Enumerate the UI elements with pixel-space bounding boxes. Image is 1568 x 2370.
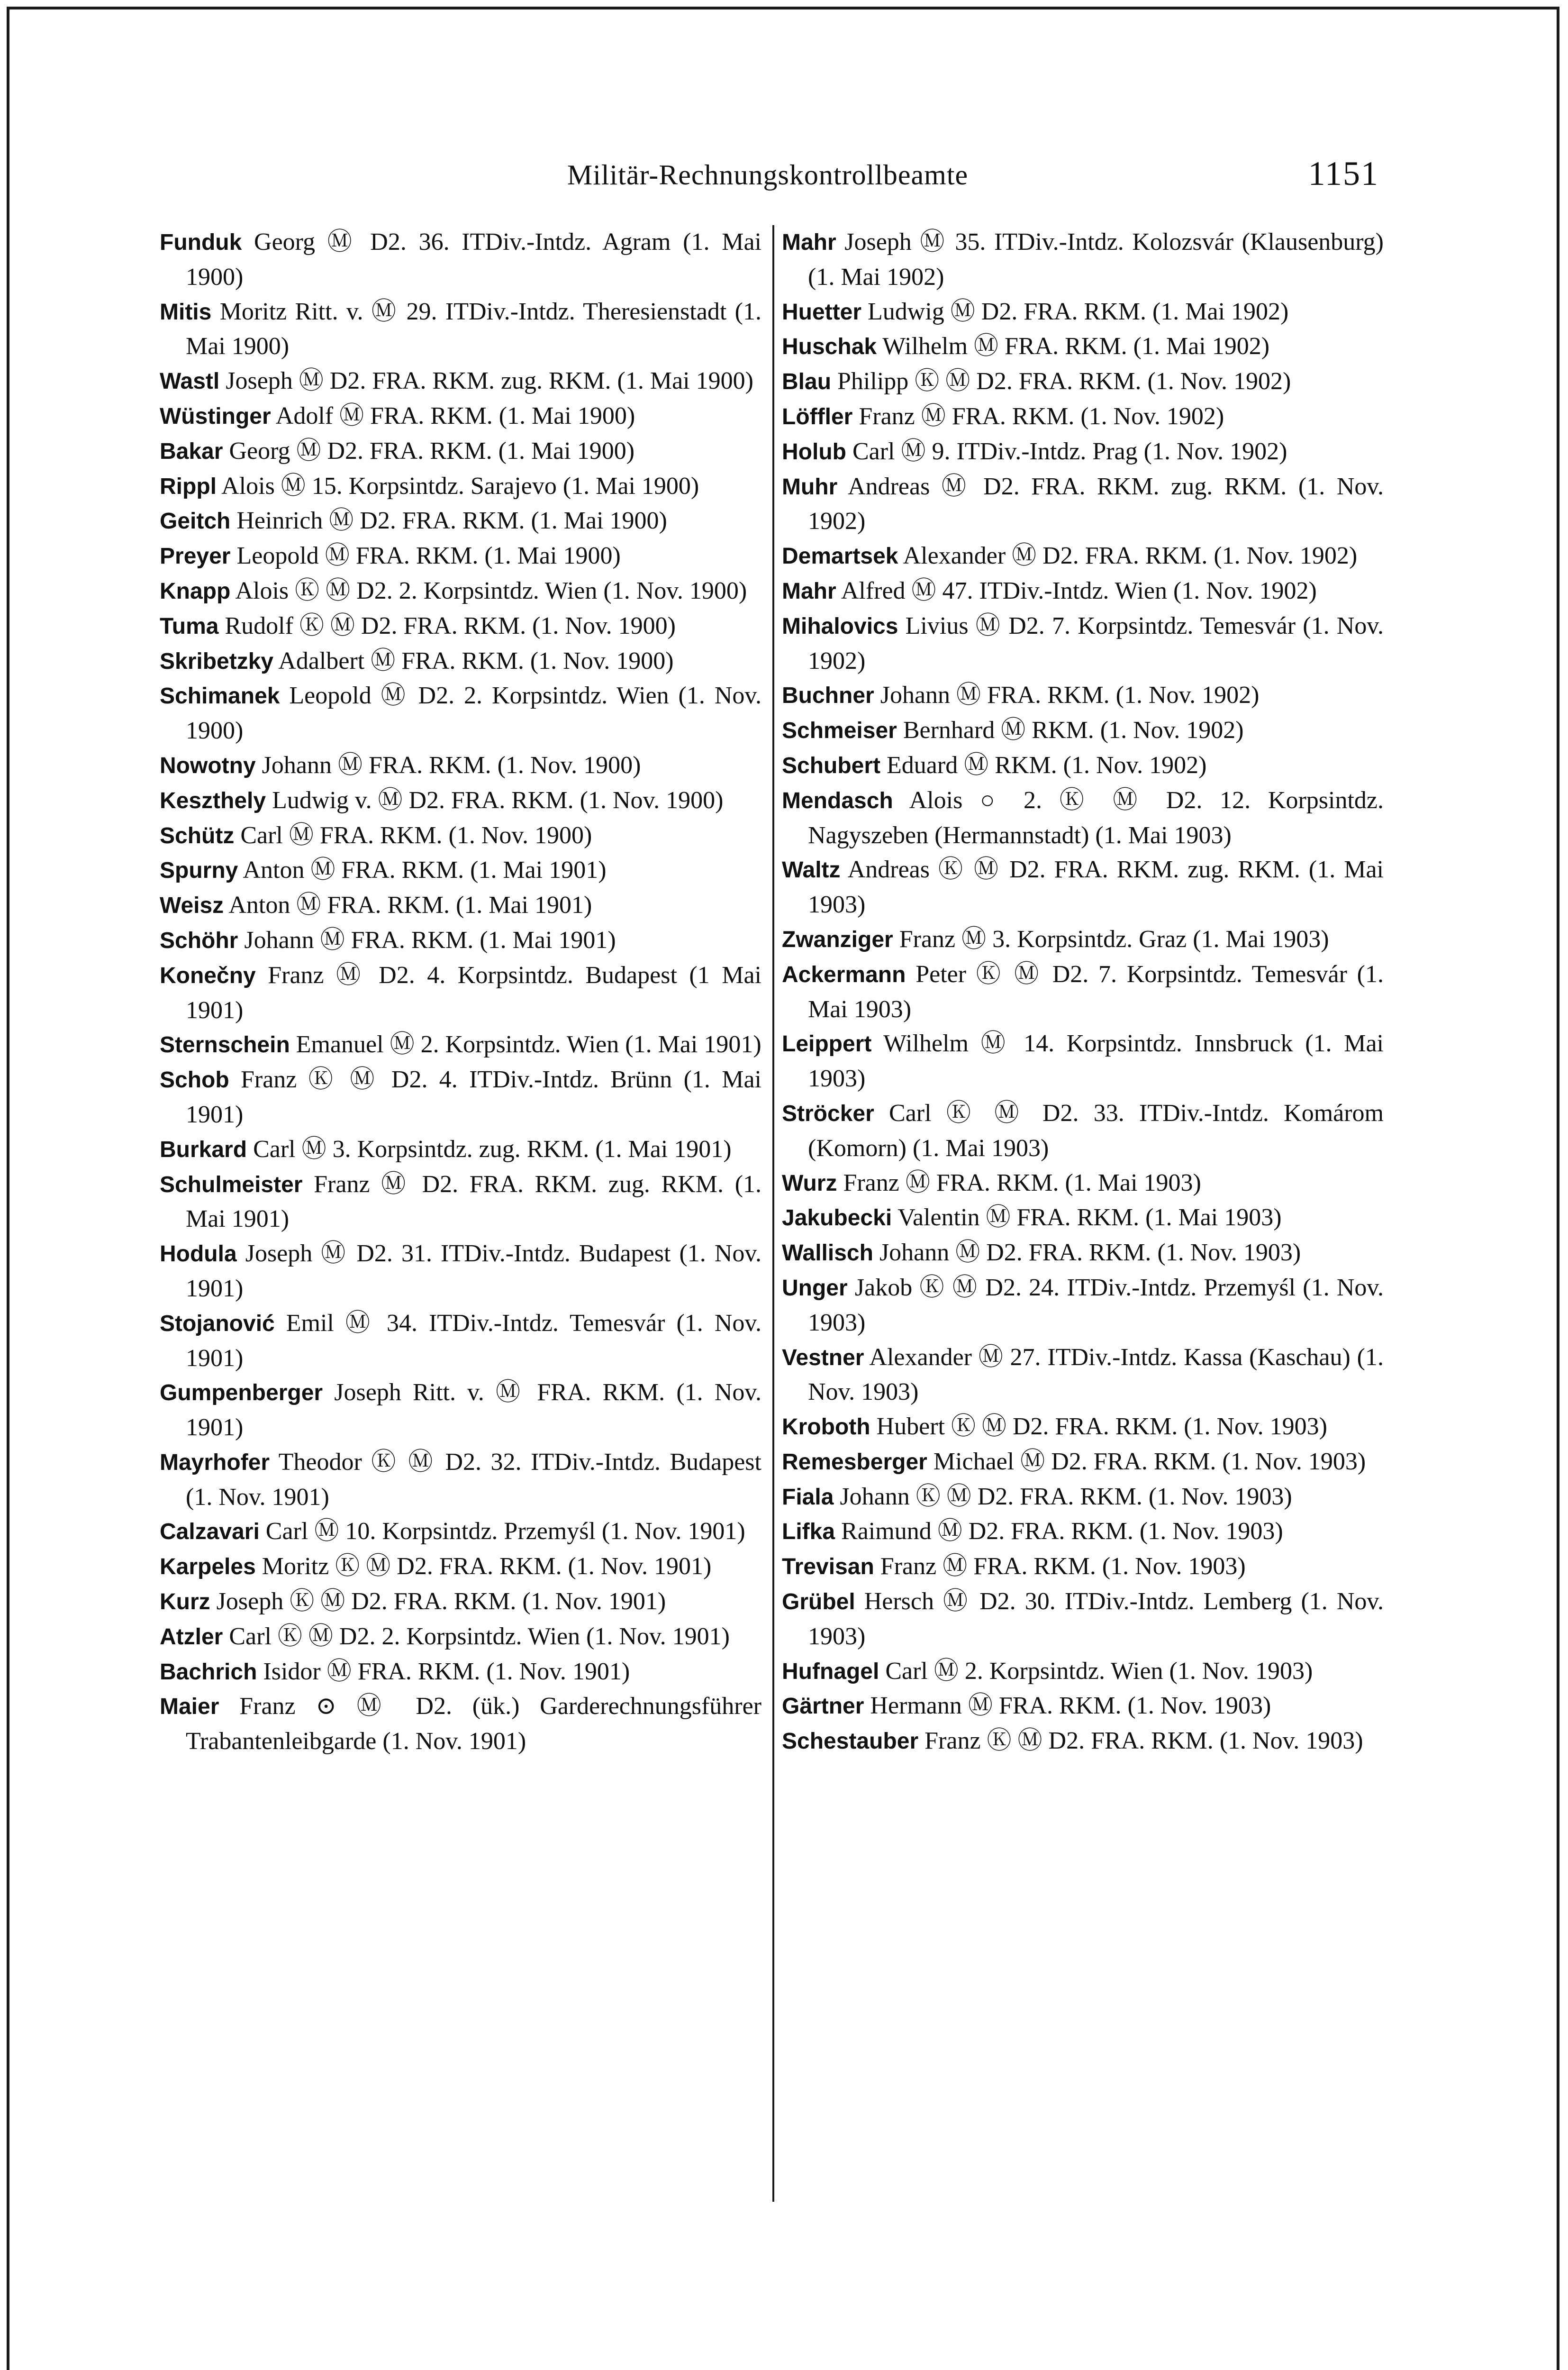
entry-details: Franz Ⓜ 3. Korpsintdz. Graz (1. Mai 1903) [899,925,1329,953]
surname: Bakar [160,438,223,464]
entry-details: Joseph Ritt. v. Ⓜ FRA. RKM. (1. Nov. 1901) [186,1379,762,1441]
surname: Mayrhofer [160,1449,270,1475]
list-item [160,1132,761,1167]
entry-details: Carl Ⓜ FRA. RKM. (1. Nov. 1900) [240,821,592,849]
entry-details: Carl Ⓚ Ⓜ D2. 2. Korpsintdz. Wien (1. Nov. 1901) [229,1623,730,1650]
list-item [782,574,1384,609]
entry-details: Moritz Ritt. v. Ⓜ 29. ITDiv.-Intdz. Theresienstadt (1. Mai 1900) [186,298,761,360]
surname: Preyer [160,544,231,569]
list-item [160,295,761,365]
entry-details: Jakob Ⓚ Ⓜ D2. 24. ITDiv.-Intdz. Przemyśl (1. Nov. 1903) [808,1274,1384,1336]
entry-details: Anton Ⓜ FRA. RKM. (1. Mai 1901) [228,892,592,919]
list-item [160,1655,761,1690]
surname: Gumpenberger [160,1380,323,1406]
surname: Jakubecki [782,1205,892,1231]
running-title: Militär-Rechnungskontrollbeamte [567,159,969,191]
surname: Schob [160,1067,229,1093]
list-item [160,888,761,923]
list-item [160,399,761,434]
list-item [160,1514,761,1550]
list-item [782,1271,1384,1340]
list-item [160,574,761,609]
surname: Ackermann [782,962,906,987]
surname: Mitis [160,299,212,325]
entry-details: Adolf Ⓜ FRA. RKM. (1. Mai 1900) [275,402,635,429]
list-item [782,713,1384,748]
entry-details: Theodor Ⓚ Ⓜ D2. 32. ITDiv.-Intdz. Budapest (1. Nov. 1901) [186,1448,761,1511]
surname: Remesberger [782,1449,927,1475]
list-item [782,225,1384,295]
entry-details: Isidor Ⓜ FRA. RKM. (1. Nov. 1901) [263,1658,630,1685]
list-item [782,329,1384,365]
surname: Muhr [782,474,838,500]
surname: Bachrich [160,1659,257,1685]
surname: Unger [782,1275,848,1301]
entry-details: Johann Ⓚ Ⓜ D2. FRA. RKM. (1. Nov. 1903) [840,1483,1292,1510]
entry-details: Bernhard Ⓜ RKM. (1. Nov. 1902) [903,717,1244,744]
list-item [782,678,1384,713]
entry-details: Hermann Ⓜ FRA. RKM. (1. Nov. 1903) [870,1692,1271,1720]
entry-details: Leopold Ⓜ FRA. RKM. (1. Mai 1900) [236,542,621,570]
list-item [160,1063,761,1132]
entry-details: Franz Ⓜ FRA. RKM. (1. Nov. 1902) [859,402,1224,430]
list-item [782,1689,1384,1724]
surname: Buchner [782,683,874,709]
list-item [160,1237,761,1306]
entry-details: Johann Ⓜ FRA. RKM. (1. Nov. 1900) [262,751,641,779]
list-item [782,1445,1384,1480]
surname: Leippert [782,1031,872,1057]
entry-details: Carl Ⓜ 10. Korpsintdz. Przemyśl (1. Nov. 1901) [265,1518,745,1545]
entry-details: Hersch Ⓜ D2. 30. ITDiv.-Intdz. Lemberg (1. Nov. 1903) [808,1588,1384,1650]
entry-details: Alois ○ 2. Ⓚ Ⓜ D2. 12. Korpsintdz. Nagyszeben (Hermannstadt) (1. Mai 1903) [808,786,1384,849]
entry-details: Carl Ⓜ 2. Korpsintdz. Wien (1. Nov. 1903) [885,1657,1313,1685]
surname: Blau [782,369,832,395]
list-item [160,1620,761,1655]
surname: Ströcker [782,1101,874,1126]
list-item [782,470,1384,539]
list-item [160,609,761,644]
list-item [160,958,761,1028]
list-item [782,853,1384,922]
entry-details: Georg Ⓜ D2. 36. ITDiv.-Intdz. Agram (1. Mai 1900) [186,228,761,291]
entry-details: Johann Ⓜ D2. FRA. RKM. (1. Nov. 1903) [879,1239,1301,1267]
list-item [160,1306,761,1376]
entry-details: Raimund Ⓜ D2. FRA. RKM. (1. Nov. 1903) [841,1518,1283,1545]
list-item [782,609,1384,679]
surname: Schulmeister [160,1172,303,1197]
surname: Sternschein [160,1032,290,1058]
entry-details: Valentin Ⓜ FRA. RKM. (1. Mai 1903) [897,1204,1282,1231]
list-item [782,435,1384,470]
surname: Atzler [160,1624,223,1650]
entry-details: Ludwig v. Ⓜ D2. FRA. RKM. (1. Nov. 1900) [272,786,724,814]
list-item [782,748,1384,784]
surname: Wallisch [782,1240,873,1266]
list-item [160,1376,761,1445]
surname: Holub [782,439,846,465]
surname: Schimanek [160,684,280,709]
page-number: 1151 [1308,155,1379,192]
entry-details: Rudolf Ⓚ Ⓜ D2. FRA. RKM. (1. Nov. 1900) [225,612,676,639]
entry-details: Johann Ⓜ FRA. RKM. (1. Nov. 1902) [880,682,1260,709]
list-item [782,1027,1384,1096]
right-column [782,225,1384,1759]
list-item [782,1410,1384,1445]
list-item [782,400,1384,435]
entry-details: Georg Ⓜ D2. FRA. RKM. (1. Mai 1900) [229,437,635,465]
surname: Burkard [160,1137,247,1162]
surname: Schütz [160,823,235,848]
entry-details: Alois Ⓚ Ⓜ D2. 2. Korpsintdz. Wien (1. Nov. 1900) [235,577,747,604]
entry-details: Joseph Ⓜ D2. FRA. RKM. zug. RKM. (1. Mai 1900) [226,367,753,395]
surname: Weisz [160,893,224,919]
surname: Geitch [160,509,231,534]
list-item [160,364,761,399]
list-item [782,295,1384,330]
list-item [160,434,761,469]
surname: Karpeles [160,1554,256,1580]
surname: Demartsek [782,544,898,569]
entry-details: Franz Ⓜ FRA. RKM. (1. Mai 1903) [843,1169,1201,1196]
entry-details: Franz Ⓚ Ⓜ D2. 4. ITDiv.-Intdz. Brünn (1. Mai 1901) [186,1066,761,1128]
surname: Wurz [782,1170,837,1196]
entry-details: Andreas Ⓚ Ⓜ D2. FRA. RKM. zug. RKM. (1. Mai 1903) [808,856,1384,919]
surname: Maier [160,1694,219,1720]
list-item [160,923,761,958]
list-item [782,1654,1384,1689]
list-item [160,784,761,819]
surname: Konečny [160,963,256,988]
list-item [160,1028,761,1063]
list-item [160,1167,761,1237]
entry-details: Carl Ⓜ 3. Korpsintdz. zug. RKM. (1. Mai 1901) [253,1135,732,1163]
list-item [782,1514,1384,1550]
surname: Rippl [160,474,217,499]
entry-details: Carl Ⓚ Ⓜ D2. 33. ITDiv.-Intdz. Komárom (Komorn) (1. Mai 1903) [808,1099,1384,1162]
entry-details: Wilhelm Ⓜ FRA. RKM. (1. Mai 1902) [882,333,1270,360]
list-item [782,957,1384,1027]
surname: Keszthely [160,788,266,813]
entry-details: Alois Ⓜ 15. Korpsintdz. Sarajevo (1. Mai 1900) [221,472,699,500]
surname: Spurny [160,858,238,884]
left-column [160,225,761,1759]
entry-details: Michael Ⓜ D2. FRA. RKM. (1. Nov. 1903) [933,1448,1366,1475]
entry-details: Alexander Ⓜ 27. ITDiv.-Intdz. Kassa (Kaschau) (1. Nov. 1903) [808,1343,1384,1406]
list-item [782,365,1384,400]
list-item [782,1236,1384,1271]
surname: Huetter [782,299,862,325]
surname: Schubert [782,753,881,778]
entry-details: Carl Ⓜ 9. ITDiv.-Intdz. Prag (1. Nov. 1902) [852,438,1287,465]
entry-details: Wilhelm Ⓜ 14. Korpsintdz. Innsbruck (1. Mai 1903) [808,1030,1384,1093]
surname: Gärtner [782,1694,864,1719]
list-item [160,1445,761,1515]
entry-details: Leopold Ⓜ D2. 2. Korpsintdz. Wien (1. Nov. 1900) [186,682,761,745]
entry-details: Andreas Ⓜ D2. FRA. RKM. zug. RKM. (1. Nov. 1902) [808,473,1384,535]
list-item [782,1340,1384,1410]
entry-details: Johann Ⓜ FRA. RKM. (1. Mai 1901) [244,926,616,954]
list-item [160,1550,761,1585]
surname: Stojanović [160,1311,275,1336]
surname: Mendasch [782,788,893,813]
surname: Schöhr [160,928,238,953]
list-item [782,1724,1384,1759]
surname: Hodula [160,1241,237,1267]
list-item [160,679,761,748]
entry-details: Emil Ⓜ 34. ITDiv.-Intdz. Temesvár (1. Nov. 1901) [186,1309,761,1372]
entry-details: Emanuel Ⓜ 2. Korpsintdz. Wien (1. Mai 1901) [296,1031,761,1058]
list-item [782,1585,1384,1654]
surname: Mahr [782,578,836,604]
surname: Hufnagel [782,1659,879,1684]
entry-details: Philipp Ⓚ Ⓜ D2. FRA. RKM. (1. Nov. 1902) [837,368,1291,395]
list-item [782,539,1384,574]
surname: Mihalovics [782,613,898,639]
surname: Löffler [782,404,853,429]
entry-details: Alexander Ⓜ D2. FRA. RKM. (1. Nov. 1902) [903,542,1358,570]
surname: Wüstinger [160,403,271,429]
surname: Kurz [160,1589,210,1615]
list-item [160,1689,761,1759]
list-item [782,922,1384,957]
entry-details: Franz Ⓜ D2. 4. Korpsintdz. Budapest (1 Mai 1901) [186,961,761,1024]
entry-details: Franz Ⓜ FRA. RKM. (1. Nov. 1903) [880,1553,1246,1580]
list-item [160,819,761,854]
list-item [782,1096,1384,1166]
entry-details: Anton Ⓜ FRA. RKM. (1. Mai 1901) [243,857,607,884]
list-item [160,853,761,888]
surname: Calzavari [160,1519,260,1545]
surname: Vestner [782,1345,864,1370]
list-item [160,539,761,574]
list-item [782,1480,1384,1515]
page-header [156,155,1379,197]
surname: Nowotny [160,753,256,778]
list-item [782,1166,1384,1201]
surname: Schmeiser [782,718,897,744]
entry-details: Adalbert Ⓜ FRA. RKM. (1. Nov. 1900) [278,647,674,675]
surname: Lifka [782,1519,835,1545]
entry-details: Franz Ⓚ Ⓜ D2. FRA. RKM. (1. Nov. 1903) [924,1727,1363,1755]
surname: Kroboth [782,1414,870,1440]
surname: Waltz [782,857,841,883]
surname: Skribetzky [160,648,274,674]
column-divider [772,225,774,2202]
surname: Wastl [160,369,220,394]
list-item [160,1585,761,1620]
list-item [160,748,761,784]
list-item [160,644,761,679]
entry-details: Peter Ⓚ Ⓜ D2. 7. Korpsintdz. Temesvár (1. Mai 1903) [808,960,1384,1023]
entry-details: Franz Ⓜ D2. FRA. RKM. zug. RKM. (1. Mai 1901) [186,1170,762,1233]
entry-details: Hubert Ⓚ Ⓜ D2. FRA. RKM. (1. Nov. 1903) [876,1413,1327,1440]
list-item [782,784,1384,853]
surname: Grübel [782,1589,855,1615]
surname: Zwanziger [782,927,893,952]
entry-details: Ludwig Ⓜ D2. FRA. RKM. (1. Mai 1902) [868,298,1289,325]
entry-details: Joseph Ⓜ D2. 31. ITDiv.-Intdz. Budapest (1. Nov. 1901) [186,1240,761,1302]
surname: Schestauber [782,1729,919,1754]
surname: Tuma [160,613,219,639]
entry-details: Franz ⊙ Ⓜ D2. (ük.) Garderechnungsführer Trabantenleibgarde (1. Nov. 1901) [186,1693,761,1755]
entry-details: Joseph Ⓜ 35. ITDiv.-Intdz. Kolozsvár (Klausenburg) (1. Mai 1902) [808,228,1384,291]
entry-details: Moritz Ⓚ Ⓜ D2. FRA. RKM. (1. Nov. 1901) [262,1553,712,1580]
entry-details: Heinrich Ⓜ D2. FRA. RKM. (1. Mai 1900) [236,507,667,535]
list-item [160,225,761,295]
list-item [782,1201,1384,1236]
list-item [160,504,761,539]
entry-details: Livius Ⓜ D2. 7. Korpsintdz. Temesvár (1. Nov. 1902) [808,612,1384,675]
list-item [160,469,761,504]
surname: Mahr [782,230,836,255]
entry-details: Eduard Ⓜ RKM. (1. Nov. 1902) [887,751,1207,779]
list-item [782,1550,1384,1585]
surname: Trevisan [782,1554,874,1580]
surname: Knapp [160,578,231,604]
entry-details: Alfred Ⓜ 47. ITDiv.-Intdz. Wien (1. Nov. 1902) [841,577,1317,604]
surname: Fiala [782,1484,834,1510]
surname: Funduk [160,230,242,255]
entry-details: Joseph Ⓚ Ⓜ D2. FRA. RKM. (1. Nov. 1901) [216,1588,666,1615]
surname: Huschak [782,334,877,360]
